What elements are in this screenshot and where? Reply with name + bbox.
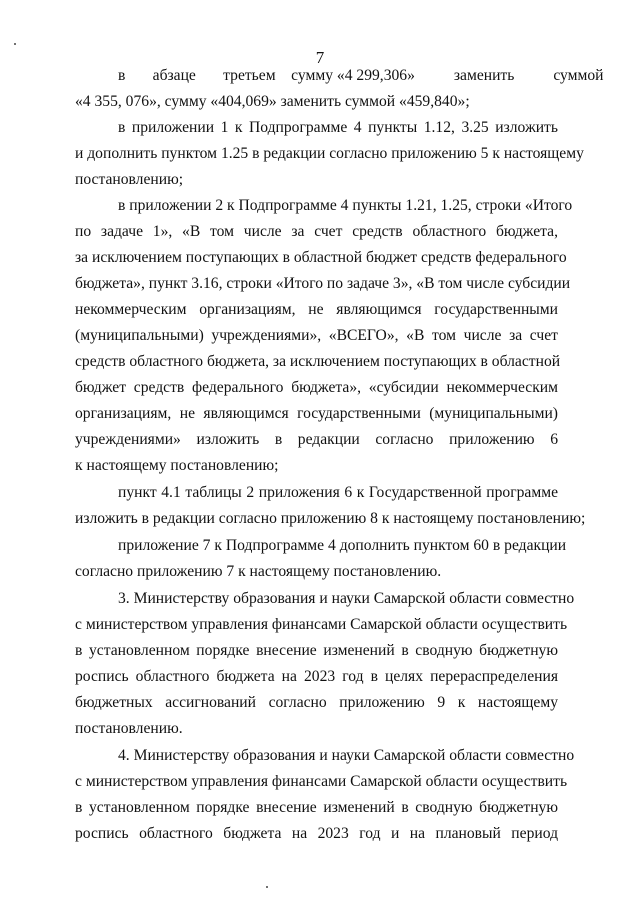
text-line: согласно приложению 7 к настоящему постановлению. bbox=[75, 563, 442, 580]
paragraph-first-line: пункт 4.1 таблицы 2 приложения 6 к Государственной программе bbox=[118, 484, 558, 501]
text-line: за исключением поступающих в областной бюджет средств федерального bbox=[75, 249, 567, 266]
text-line: роспись областного бюджета на 2023 год в целях перераспределения bbox=[75, 668, 558, 685]
text-line: с министерством управления финансами Самарской области осуществить bbox=[75, 616, 568, 633]
text-line: некоммерческим организациям, не являющимся государственными bbox=[75, 301, 558, 318]
paragraph-first-line: в приложении 1 к Подпрограмме 4 пункты 1.12, 3.25 изложить bbox=[118, 119, 558, 136]
text-line: учреждениями» изложить в редакции согласно приложению 6 bbox=[75, 431, 558, 448]
paragraph-first-line: 3. Министерству образования и науки Самарской области совместно bbox=[118, 590, 575, 607]
paragraph-first-line: 4. Министерству образования и науки Самарской области совместно bbox=[118, 747, 575, 764]
text-line: роспись областного бюджета на 2023 год и на плановый период bbox=[75, 825, 558, 842]
text-line: к настоящему постановлению; bbox=[75, 457, 279, 474]
text-line: организациям, не являющимся государственными (муниципальными) bbox=[75, 405, 558, 422]
page-number: 7 bbox=[315, 48, 325, 67]
text-line: постановлению. bbox=[75, 720, 183, 737]
scan-speck bbox=[266, 886, 268, 888]
text-line: (муниципальными) учреждениями», «ВСЕГО», «В том числе за счет bbox=[75, 327, 558, 344]
text-line: бюджетных ассигнований согласно приложению 9 к настоящему bbox=[75, 694, 558, 711]
text-line: в установленном порядке внесение изменений в сводную бюджетную bbox=[75, 799, 558, 816]
text-line: изложить в редакции согласно приложению 8 к настоящему постановлению; bbox=[75, 510, 586, 527]
text-line: «4 355, 076», сумму «404,069» заменить суммой «459,840»; bbox=[75, 93, 470, 110]
text-line: и дополнить пунктом 1.25 в редакции согласно приложению 5 к настоящему bbox=[75, 145, 584, 162]
text-line: по задаче 1», «В том числе за счет средств областного бюджета, bbox=[75, 223, 558, 240]
text-line: бюджета», пункт 3.16, строки «Итого по задаче 3», «В том числе субсидии bbox=[75, 275, 571, 292]
text-line: бюджет средств федерального бюджета», «субсидии некоммерческим bbox=[75, 379, 558, 396]
text-line: с министерством управления финансами Самарской области осуществить bbox=[75, 773, 568, 790]
paragraph-first-line: в абзаце третьем сумму «4 299,306» заменить суммой bbox=[118, 67, 604, 84]
text-line: средств областного бюджета, за исключением поступающих в областной bbox=[75, 353, 561, 370]
paragraph-first-line: в приложении 2 к Подпрограмме 4 пункты 1.21, 1.25, строки «Итого bbox=[118, 197, 573, 214]
text-line: в установленном порядке внесение изменений в сводную бюджетную bbox=[75, 642, 558, 659]
text-line: постановлению; bbox=[75, 171, 184, 188]
scan-speck bbox=[14, 43, 16, 45]
paragraph-first-line: приложение 7 к Подпрограмме 4 дополнить пунктом 60 в редакции bbox=[118, 537, 567, 554]
